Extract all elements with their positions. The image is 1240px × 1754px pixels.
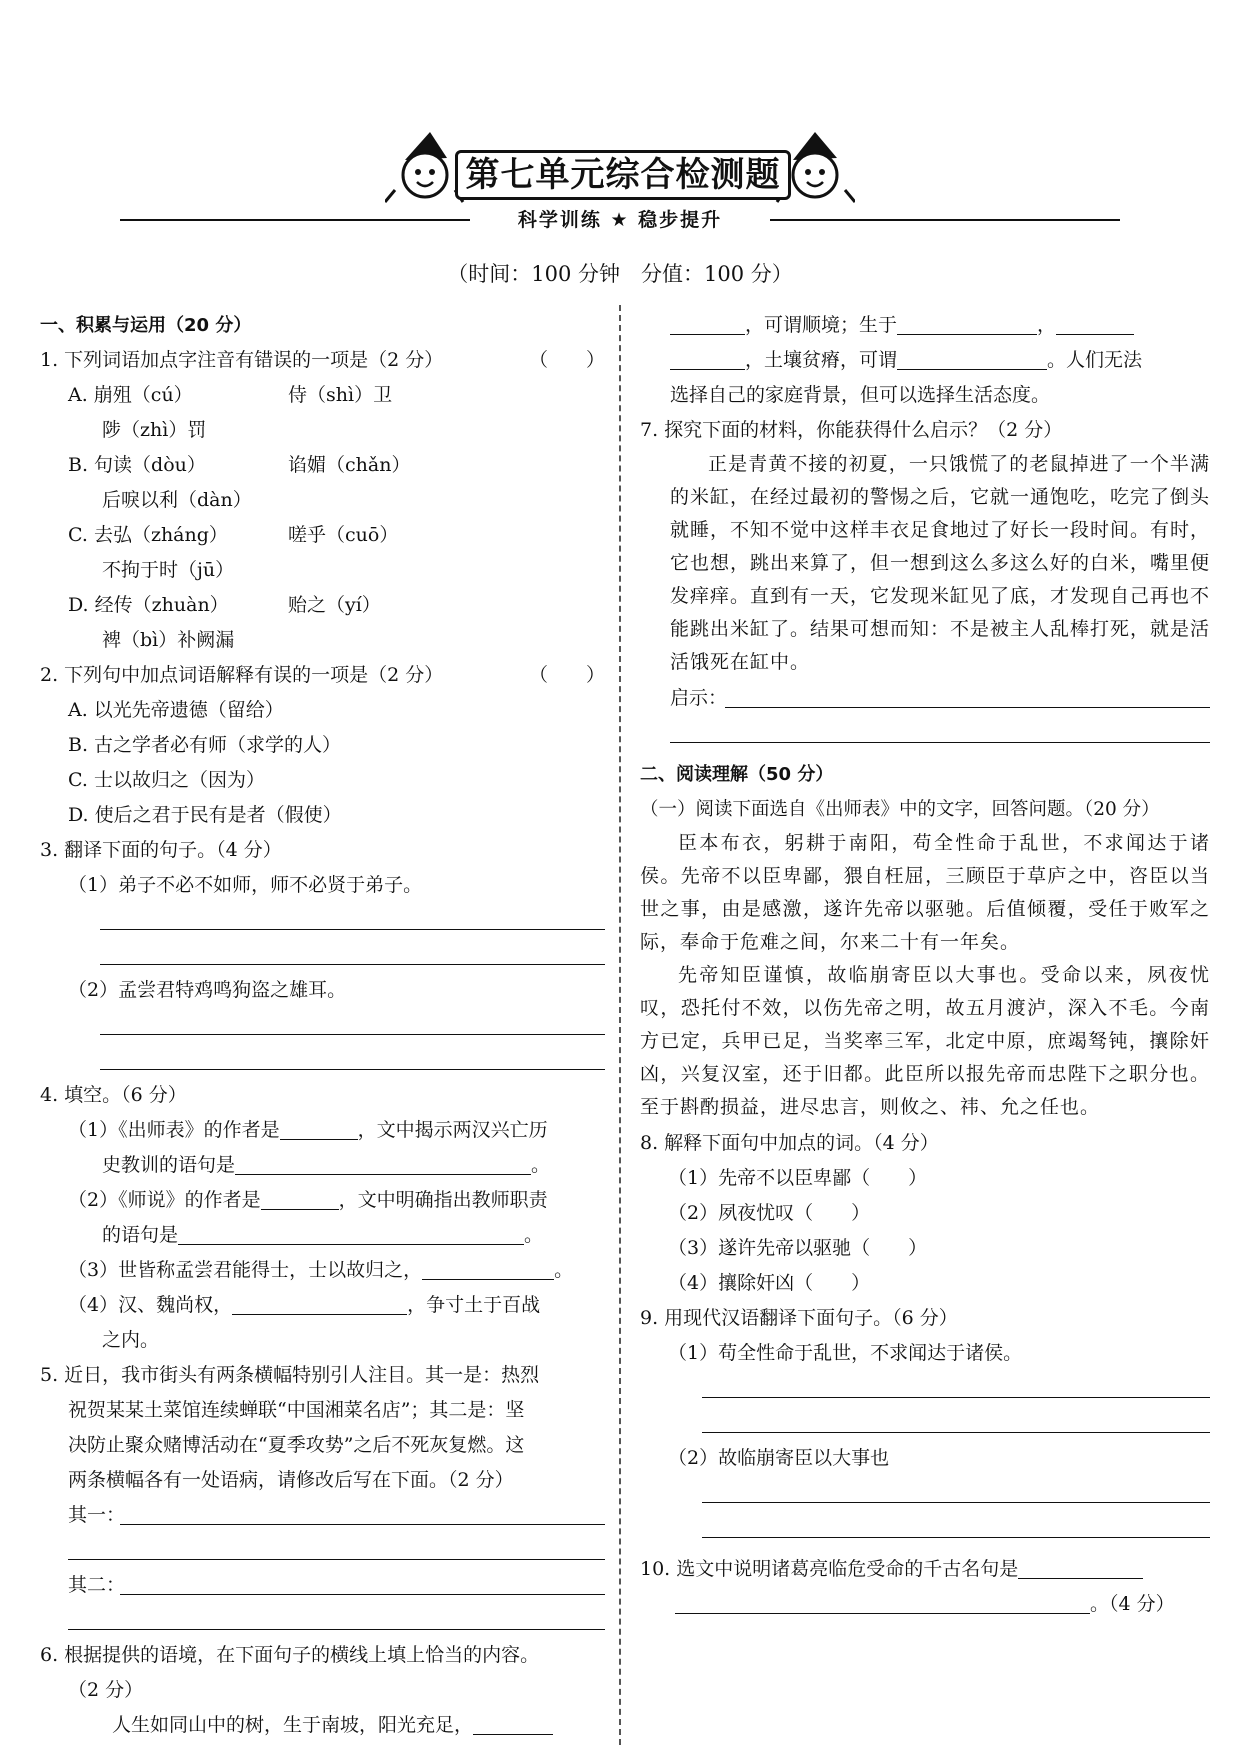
left-column bbox=[40, 308, 605, 1743]
q4-item-1-cont: 史教训的语句是 。 bbox=[102, 1154, 551, 1176]
q3-answer-line[interactable] bbox=[40, 1008, 605, 1043]
chushibiao-passage bbox=[640, 827, 1210, 1124]
q9-answer-line[interactable] bbox=[640, 1406, 1210, 1441]
q5-answer-2[interactable] bbox=[40, 1568, 605, 1603]
q6-blank[interactable] bbox=[473, 1712, 553, 1735]
q5-line-2: 祝贺某某土菜馆连续蝉联“中国湘菜名店”；其二是：坚 bbox=[68, 1399, 525, 1421]
q9-sentence-2: （2）故临崩寄臣以大事也 bbox=[668, 1447, 890, 1469]
q2-option-c: C. 士以故归之（因为） bbox=[68, 769, 265, 791]
q3-stem: 3. 翻译下面的句子。（4 分） bbox=[40, 839, 282, 861]
q4-blank[interactable] bbox=[232, 1292, 407, 1315]
q5-label-2: 其二： bbox=[68, 1574, 126, 1596]
q1-option-c-cont: 不拘于时（jū） bbox=[102, 559, 235, 581]
q4-blank[interactable] bbox=[178, 1222, 524, 1245]
q10-blank[interactable] bbox=[675, 1591, 1090, 1614]
subtitle-row bbox=[120, 205, 1120, 235]
q9-answer-line[interactable] bbox=[640, 1371, 1210, 1406]
q9-stem: 9. 用现代汉语翻译下面句子。（6 分） bbox=[640, 1307, 958, 1329]
q4-item-3: （3）世皆称孟尝君能得士，士以故归之， 。 bbox=[68, 1259, 574, 1281]
q2-option-d: D. 使后之君于民有是者（假使） bbox=[68, 804, 342, 826]
q8-item-1: （1）先帝不以臣卑鄙（ ） bbox=[668, 1167, 928, 1189]
q6-blank[interactable] bbox=[1056, 312, 1134, 335]
q2-option-b: B. 古之学者必有师（求学的人） bbox=[68, 734, 342, 756]
q7-answer-line[interactable] bbox=[640, 681, 1210, 716]
q4-item-1: （1）《出师表》的作者是 ，文中揭示两汉兴亡历 bbox=[68, 1119, 548, 1141]
q4-blank[interactable] bbox=[422, 1257, 554, 1280]
q8-item-3: （3）遂许先帝以驱驰（ ） bbox=[668, 1237, 928, 1259]
part-1-heading: （一）阅读下面选自《出师表》中的文字，回答问题。（20 分） bbox=[640, 799, 1160, 820]
q4-stem: 4. 填空。（6 分） bbox=[40, 1084, 187, 1106]
q5-line-3: 决防止聚众赌博活动在“夏季攻势”之后不死灰复燃。这 bbox=[68, 1434, 525, 1456]
q7-answer-line-2[interactable] bbox=[640, 716, 1210, 751]
right-rule bbox=[770, 219, 1120, 221]
q1-option-a: A. 崩殂（cú） 侍（shì）卫 bbox=[68, 384, 393, 406]
q4-blank[interactable] bbox=[261, 1187, 339, 1210]
q1-option-d-cont: 裨（bì）补阙漏 bbox=[102, 629, 235, 651]
right-column bbox=[640, 308, 1210, 1622]
q4-item-2-cont: 的语句是 。 bbox=[102, 1224, 544, 1246]
q5-label-1: 其一： bbox=[68, 1504, 126, 1526]
q1-answer-bracket: （ ） bbox=[528, 349, 605, 371]
left-rule bbox=[120, 219, 470, 221]
q6-blank[interactable] bbox=[897, 347, 1047, 370]
q5-line-4: 两条横幅各有一处语病，请修改后写在下面。（2 分） bbox=[68, 1469, 514, 1491]
q6-cont-1: ，可谓顺境；生于 ， bbox=[640, 308, 1210, 343]
q2-stem: 2. 下列句中加点词语解释有误的一项是（2 分） （ ） bbox=[40, 658, 605, 693]
q4-item-4-cont: 之内。 bbox=[102, 1329, 160, 1351]
q6-blank[interactable] bbox=[670, 312, 745, 335]
column-divider bbox=[619, 305, 621, 1745]
q7-stem: 7. 探究下面的材料，你能获得什么启示？（2 分） bbox=[640, 419, 1063, 441]
passage-paragraph-2: 先帝知臣谨慎，故临崩寄臣以大事也。受命以来，夙夜忧叹，恐托付不效，以伤先帝之明，故五月渡泸，深入不毛。今南方已定，兵甲已足，当奖率三军，北定中原，庶竭驽钝，攘除奸凶，兴复汉室，还于旧都。此臣所以报先帝而忠陛下之职分也。至于斟酌损益，进尽忠言，则攸之、祎、允之任也。 bbox=[640, 964, 1210, 1118]
q2-answer-bracket: （ ） bbox=[528, 664, 605, 686]
q8-item-4: （4）攘除奸凶（ ） bbox=[668, 1272, 871, 1294]
q5-answer-1-extra[interactable] bbox=[40, 1533, 605, 1568]
q4-item-2: （2）《师说》的作者是 ，文中明确指出教师职责 bbox=[68, 1189, 548, 1211]
q1-option-b: B. 句读（dòu） 谄媚（chǎn） bbox=[68, 454, 411, 476]
passage-paragraph-1: 臣本布衣，躬耕于南阳，苟全性命于乱世，不求闻达于诸侯。先帝不以臣卑鄙，猥自枉屈，三顾臣于草庐之中，咨臣以当世之事，由是感激，遂许先帝以驱驰。后值倾覆，受任于败军之际，奉命于危难之间，尔来二十有一年矣。 bbox=[640, 832, 1210, 953]
q8-stem: 8. 解释下面句中加点的词。（4 分） bbox=[640, 1132, 939, 1154]
q1-option-b-cont: 后唳以利（dàn） bbox=[102, 489, 252, 511]
q5-answer-2-extra[interactable] bbox=[40, 1603, 605, 1638]
q6-blank[interactable] bbox=[670, 347, 745, 370]
exam-title: 第七单元综合检测题 bbox=[455, 150, 791, 200]
q3-sentence-1: （1）弟子不必不如师，师不必贤于弟子。 bbox=[68, 874, 423, 896]
q6-cont-3: 选择自己的家庭背景，但可以选择生活态度。 bbox=[670, 384, 1051, 406]
q3-answer-line[interactable] bbox=[40, 1043, 605, 1078]
q8-item-2: （2）夙夜忧叹（ ） bbox=[668, 1202, 871, 1224]
q1-stem: 1. 下列词语加点字注音有错误的一项是（2 分） （ ） bbox=[40, 343, 605, 378]
title-banner bbox=[385, 130, 855, 212]
q3-sentence-2: （2）孟尝君特鸡鸣狗盗之雄耳。 bbox=[68, 979, 347, 1001]
q6-line-3: 人生如同山中的树，生于南坡，阳光充足， bbox=[40, 1708, 605, 1743]
q10-blank[interactable] bbox=[1018, 1556, 1143, 1579]
q9-answer-line[interactable] bbox=[640, 1511, 1210, 1546]
q10-line-2: 。（4 分） bbox=[640, 1587, 1210, 1622]
q6-cont-2: ，土壤贫瘠，可谓 。人们无法 bbox=[640, 343, 1210, 378]
q1-option-d: D. 经传（zhuàn） 贻之（yí） bbox=[68, 594, 381, 616]
q1-option-a-cont: 陟（zhì）罚 bbox=[102, 419, 207, 441]
time-and-score: （时间：100 分钟 分值：100 分） bbox=[447, 262, 793, 286]
section-1-heading: 一、积累与运用（20 分） bbox=[40, 315, 252, 336]
q4-blank[interactable] bbox=[235, 1152, 531, 1175]
q7-hint-label: 启示： bbox=[670, 687, 728, 709]
q9-sentence-1: （1）苟全性命于乱世，不求闻达于诸侯。 bbox=[668, 1342, 1023, 1364]
q10-line-1: 10. 选文中说明诸葛亮临危受命的千古名句是 bbox=[640, 1552, 1210, 1587]
q4-blank[interactable] bbox=[280, 1117, 358, 1140]
q4-item-4: （4）汉、魏尚权， ，争寸土于百战 bbox=[68, 1294, 541, 1316]
q9-answer-line[interactable] bbox=[640, 1476, 1210, 1511]
q3-answer-line[interactable] bbox=[40, 903, 605, 938]
q3-answer-line[interactable] bbox=[40, 938, 605, 973]
q6-line-2: （2 分） bbox=[68, 1679, 144, 1701]
subtitle: 科学训练 ★ 稳步提升 bbox=[517, 209, 723, 231]
q2-option-a: A. 以光先帝遗德（留给） bbox=[68, 699, 284, 721]
q6-line-1: 6. 根据提供的语境，在下面句子的横线上填上恰当的内容。 bbox=[40, 1644, 540, 1666]
q7-passage: 正是青黄不接的初夏，一只饿慌了的老鼠掉进了一个半满的米缸，在经过最初的警惕之后，它就一通饱吃，吃完了倒头就睡，不知不觉中这样丰衣足食地过了好长一段时间。有时，它也想，跳出来算了，但一想到这么多这么好的白米，嘴里便发痒痒。直到有一天，它发现米缸见了底，才发现自己再也不能跳出米缸了。结果可想而知：不是被主人乱棒打死，就是活活饿死在缸中。 bbox=[670, 453, 1211, 673]
q5-answer-1[interactable] bbox=[40, 1498, 605, 1533]
q6-blank[interactable] bbox=[897, 312, 1037, 335]
q5-line-1: 5. 近日，我市街头有两条横幅特别引人注目。其一是：热烈 bbox=[40, 1364, 540, 1386]
q1-option-c: C. 去弘（zháng） 嗟乎（cuō） bbox=[68, 524, 399, 546]
section-2-heading: 二、阅读理解（50 分） bbox=[640, 764, 834, 785]
left-mascot-icon bbox=[385, 132, 463, 202]
